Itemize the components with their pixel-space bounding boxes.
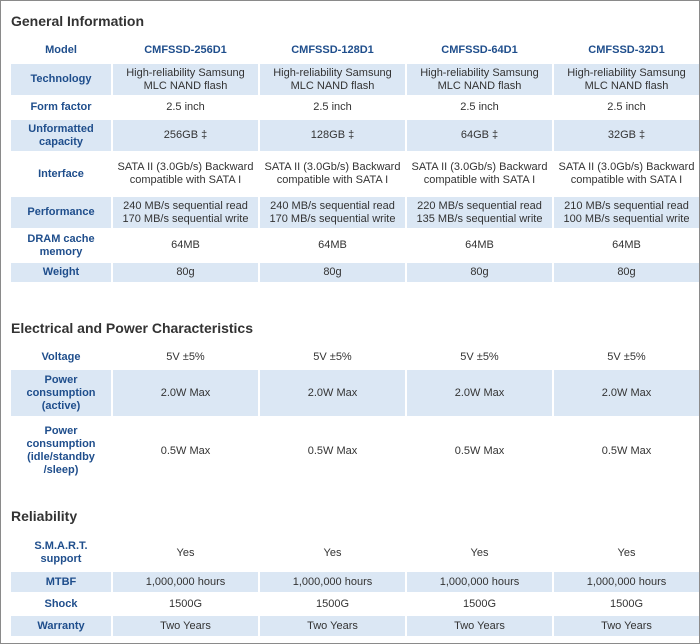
table-cell: 1500G bbox=[315, 597, 350, 610]
row-label: Power consumption (active) bbox=[11, 370, 111, 416]
row-label: Voltage bbox=[41, 350, 81, 363]
table-cell: 128GB ‡ bbox=[260, 120, 405, 151]
table-cell: 80g bbox=[260, 263, 405, 282]
table-cell: 2.5 inch bbox=[313, 101, 352, 113]
row-label: MTBF bbox=[11, 572, 111, 592]
table-cell: SATA II (3.0Gb/s) Backward compatible with SATA I bbox=[558, 161, 695, 186]
table-cell: 240 MB/s sequential read 170 MB/s sequential write bbox=[113, 197, 258, 228]
model-name: CMFSSD-32D1 bbox=[588, 43, 665, 56]
table-cell: 5V ±5% bbox=[313, 350, 352, 363]
table-cell: 32GB ‡ bbox=[554, 120, 699, 151]
table-cell: 1500G bbox=[462, 597, 497, 610]
row-label: Warranty bbox=[11, 616, 111, 636]
table-row-form-factor bbox=[11, 97, 699, 118]
table-cell: SATA II (3.0Gb/s) Backward compatible with SATA I bbox=[117, 161, 254, 186]
row-label: Performance bbox=[11, 197, 111, 228]
table-row-capacity bbox=[11, 120, 699, 151]
general-information-title: General Information bbox=[11, 13, 145, 29]
table-cell: 0.5W Max bbox=[307, 444, 358, 457]
table-cell: 240 MB/s sequential read 170 MB/s sequential write bbox=[260, 197, 405, 228]
table-row-weight bbox=[11, 263, 699, 282]
table-cell: 256GB ‡ bbox=[113, 120, 258, 151]
table-cell: 80g bbox=[113, 263, 258, 282]
table-cell: 0.5W Max bbox=[454, 444, 505, 457]
table-cell: 64MB bbox=[318, 239, 347, 251]
table-cell: 1,000,000 hours bbox=[260, 572, 405, 592]
table-cell: 2.0W Max bbox=[407, 370, 552, 416]
model-name: CMFSSD-128D1 bbox=[291, 43, 374, 56]
table-cell: High-reliability Samsung MLC NAND flash bbox=[113, 64, 258, 95]
table-cell: 5V ±5% bbox=[166, 350, 205, 363]
table-row-interface bbox=[11, 153, 699, 195]
model-name: CMFSSD-64D1 bbox=[441, 43, 518, 56]
row-label: Unformatted capacity bbox=[11, 120, 111, 151]
table-cell: 0.5W Max bbox=[160, 444, 211, 457]
table-row-voltage bbox=[11, 346, 699, 368]
table-cell: Two Years bbox=[554, 616, 699, 636]
table-cell: 5V ±5% bbox=[607, 350, 646, 363]
table-cell: 80g bbox=[554, 263, 699, 282]
table-cell: Yes bbox=[617, 546, 636, 559]
table-cell: 2.0W Max bbox=[554, 370, 699, 416]
table-cell: 80g bbox=[407, 263, 552, 282]
electrical-power-table bbox=[9, 344, 700, 486]
row-label: Technology bbox=[11, 64, 111, 95]
table-cell: 1,000,000 hours bbox=[113, 572, 258, 592]
table-cell: SATA II (3.0Gb/s) Backward compatible with SATA I bbox=[264, 161, 401, 186]
table-cell: 2.5 inch bbox=[166, 101, 205, 113]
table-cell: 2.5 inch bbox=[460, 101, 499, 113]
electrical-power-title: Electrical and Power Characteristics bbox=[11, 320, 253, 336]
row-label: Shock bbox=[44, 597, 78, 610]
table-cell: 1,000,000 hours bbox=[407, 572, 552, 592]
table-cell: 1,000,000 hours bbox=[554, 572, 699, 592]
table-cell: High-reliability Samsung MLC NAND flash bbox=[554, 64, 699, 95]
table-cell: 64MB bbox=[171, 239, 200, 251]
table-row-warranty bbox=[11, 616, 699, 636]
table-row-power-idle bbox=[11, 418, 699, 484]
row-label: Model bbox=[45, 43, 77, 56]
table-cell: 1500G bbox=[168, 597, 203, 610]
model-header-row bbox=[11, 38, 699, 62]
table-cell: High-reliability Samsung MLC NAND flash bbox=[260, 64, 405, 95]
table-cell: 2.5 inch bbox=[607, 101, 646, 113]
table-cell: Yes bbox=[176, 546, 195, 559]
model-name: CMFSSD-256D1 bbox=[144, 43, 227, 56]
table-row-dram-cache bbox=[11, 230, 699, 261]
table-cell: 64MB bbox=[612, 239, 641, 251]
table-row-technology bbox=[11, 64, 699, 95]
table-cell: Yes bbox=[470, 546, 489, 559]
row-label: Interface bbox=[38, 167, 84, 180]
table-cell: 2.0W Max bbox=[113, 370, 258, 416]
general-information-table bbox=[9, 36, 700, 284]
table-cell: Two Years bbox=[407, 616, 552, 636]
table-cell: 64GB ‡ bbox=[407, 120, 552, 151]
table-cell: 5V ±5% bbox=[460, 350, 499, 363]
table-cell: 64MB bbox=[465, 239, 494, 251]
table-row-performance bbox=[11, 197, 699, 228]
table-cell: 210 MB/s sequential read 100 MB/s sequential write bbox=[554, 197, 699, 228]
table-cell: 1500G bbox=[609, 597, 644, 610]
row-label: S.M.A.R.T. support bbox=[34, 540, 88, 565]
row-label: DRAM cache memory bbox=[27, 232, 95, 258]
row-label: Weight bbox=[11, 263, 111, 282]
row-label: Form factor bbox=[30, 101, 92, 113]
reliability-title: Reliability bbox=[11, 508, 78, 524]
table-cell: High-reliability Samsung MLC NAND flash bbox=[407, 64, 552, 95]
table-row-power-active bbox=[11, 370, 699, 416]
table-cell: 220 MB/s sequential read 135 MB/s sequential write bbox=[407, 197, 552, 228]
row-label: Power consumption (idle/standby /sleep) bbox=[26, 425, 96, 476]
table-cell: 0.5W Max bbox=[601, 444, 652, 457]
table-cell: SATA II (3.0Gb/s) Backward compatible with SATA I bbox=[411, 161, 548, 186]
table-row-smart bbox=[11, 536, 699, 570]
table-cell: Two Years bbox=[113, 616, 258, 636]
table-row-shock bbox=[11, 594, 699, 614]
table-cell: 2.0W Max bbox=[260, 370, 405, 416]
table-cell: Yes bbox=[323, 546, 342, 559]
table-row-mtbf bbox=[11, 572, 699, 592]
table-cell: Two Years bbox=[260, 616, 405, 636]
reliability-table bbox=[9, 534, 700, 638]
